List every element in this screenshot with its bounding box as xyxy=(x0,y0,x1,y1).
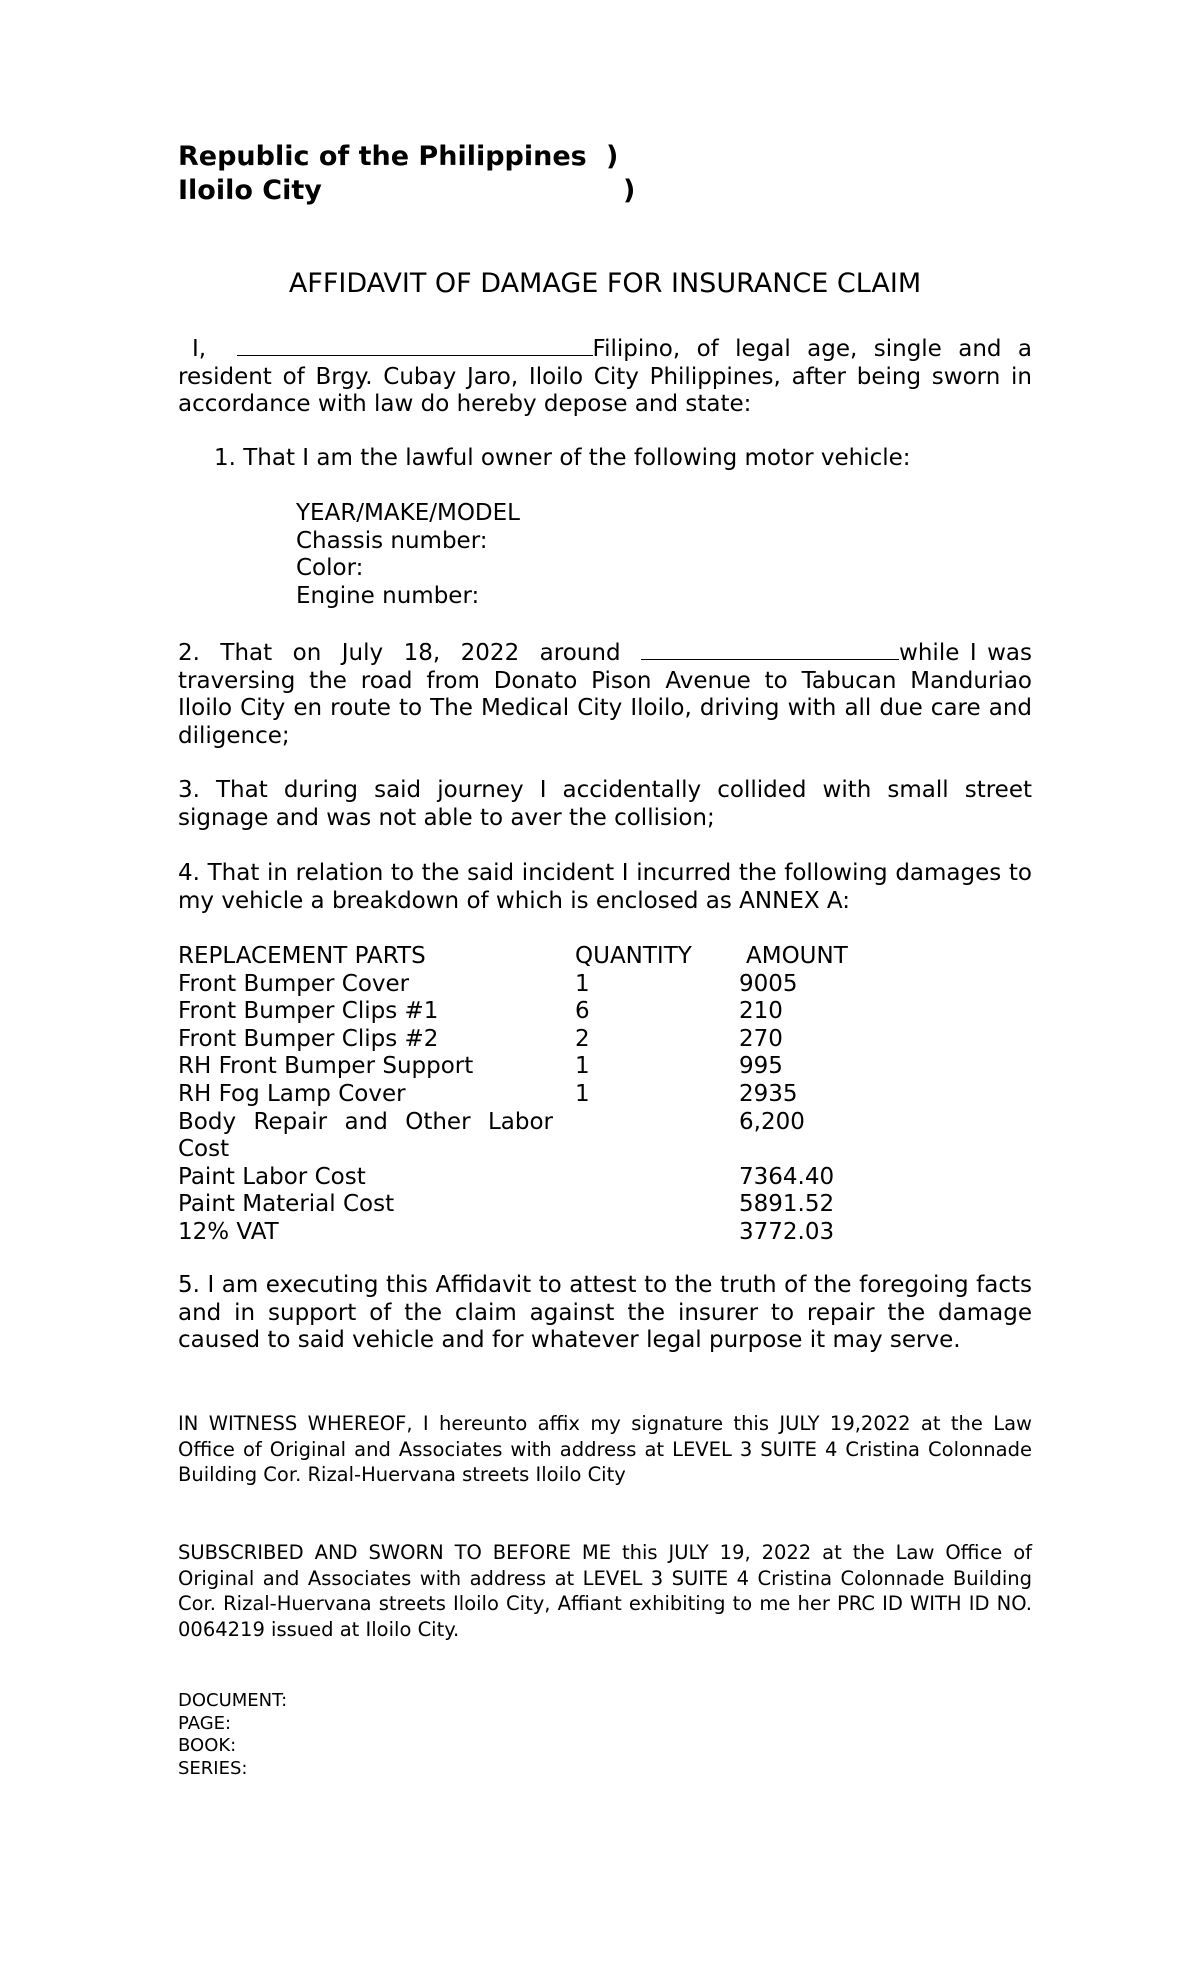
subscribed-paragraph: SUBSCRIBED AND SWORN TO BEFORE ME this JULY 19, 2022 at the Law Office of Original and Associates with address at LEVEL 3 SUITE 4 Cristina Colonnade Building Cor. Rizal-Huervana streets Iloilo City, Affiant exhibiting to me her PRC ID WITH ID NO. 0064219 issued at Iloilo City. xyxy=(178,1541,1032,1641)
part-name: Body Repair and Other Labor xyxy=(178,1108,553,1135)
part-name: Front Bumper Cover xyxy=(178,970,410,997)
part-name: RH Front Bumper Support xyxy=(178,1053,474,1080)
intro-paragraph xyxy=(178,336,1032,419)
witness-paragraph: IN WITNESS WHEREOF, I hereunto affix my signature this JULY 19,2022 at the Law Office of Original and Associates with address at LEVEL 3 SUITE 4 Cristina Colonnade Building Cor. Rizal-Huervana streets Iloilo City xyxy=(178,1412,1032,1486)
vehicle-field-color: Color: xyxy=(296,555,364,581)
part-name-continued: Cost xyxy=(178,1136,230,1163)
part-amount: 9005 xyxy=(739,970,798,997)
notary-field-page: PAGE: xyxy=(178,1712,232,1734)
part-amount: 270 xyxy=(739,1025,783,1052)
document-header xyxy=(178,140,636,208)
notary-field-book: BOOK: xyxy=(178,1735,237,1757)
item-3: 3. That during said journey I accidentally collided with small street signage and was not able to aver the collision; xyxy=(178,777,1032,831)
item-2-prefix: 2. That on July 18, 2022 around xyxy=(178,640,621,666)
part-amount: 7364.40 xyxy=(739,1163,835,1190)
header-line-city xyxy=(178,174,636,208)
time-blank-line[interactable] xyxy=(641,641,899,660)
header-country: Republic of the Philippines xyxy=(178,141,587,172)
part-amount: 210 xyxy=(739,998,783,1025)
name-blank-line[interactable] xyxy=(237,337,593,356)
header-line-country xyxy=(178,140,619,174)
header-paren-1: ) xyxy=(606,141,619,172)
col-header-parts: REPLACEMENT PARTS xyxy=(178,943,426,969)
vehicle-field-engine: Engine number: xyxy=(296,582,480,609)
vehicle-field-ymm: YEAR/MAKE/MODEL xyxy=(296,500,520,526)
notary-field-series: SERIES: xyxy=(178,1757,248,1779)
part-amount: 3772.03 xyxy=(739,1218,835,1245)
item-2 xyxy=(178,640,1032,750)
part-qty: 1 xyxy=(575,970,590,997)
header-paren-2: ) xyxy=(623,175,636,206)
part-name: Front Bumper Clips #1 xyxy=(178,998,439,1025)
vehicle-fields xyxy=(296,500,520,610)
col-header-quantity: QUANTITY xyxy=(575,943,692,969)
part-name: Paint Labor Cost xyxy=(178,1163,366,1190)
part-name: Paint Material Cost xyxy=(178,1191,395,1218)
document-title: AFFIDAVIT OF DAMAGE FOR INSURANCE CLAIM xyxy=(288,268,922,299)
notary-fields xyxy=(178,1690,287,1780)
item-4: 4. That in relation to the said incident I incurred the following damages to my vehicle a breakdown of which is enclosed as ANNEX A: xyxy=(178,860,1032,914)
intro-prefix: I, xyxy=(192,336,207,362)
item-2-text: while I was traversing the road from Donato Pison Avenue to Tabucan Manduriao Iloilo City en route to The Medical City Iloilo, driving with all due care and diligence; xyxy=(178,640,1032,749)
part-name: 12% VAT xyxy=(178,1218,279,1245)
vehicle-field-chassis: Chassis number: xyxy=(296,527,488,554)
part-name: Front Bumper Clips #2 xyxy=(178,1025,439,1052)
part-amount: 995 xyxy=(739,1053,783,1080)
part-qty: 1 xyxy=(575,1053,590,1080)
notary-field-document: DOCUMENT: xyxy=(178,1690,288,1711)
part-qty: 2 xyxy=(575,1025,590,1052)
part-qty: 6 xyxy=(575,998,590,1025)
part-amount: 6,200 xyxy=(739,1108,805,1135)
header-city: Iloilo City xyxy=(178,175,322,206)
item-1: 1. That I am the lawful owner of the following motor vehicle: xyxy=(214,445,911,471)
part-amount: 5891.52 xyxy=(739,1191,835,1218)
item-5: 5. I am executing this Affidavit to attest to the truth of the foregoing facts and in support of the claim against the insurer to repair the damage caused to said vehicle and for whatever legal purpose it may serve. xyxy=(178,1272,1032,1353)
intro-text: Filipino, of legal age, single and a resident of Brgy. Cubay Jaro, Iloilo City Philippines, after being sworn in accordance with law do hereby depose and state: xyxy=(178,336,1032,417)
part-qty: 1 xyxy=(575,1080,590,1107)
part-name: RH Fog Lamp Cover xyxy=(178,1080,406,1107)
col-header-amount: AMOUNT xyxy=(746,943,848,969)
part-amount: 2935 xyxy=(739,1080,798,1107)
